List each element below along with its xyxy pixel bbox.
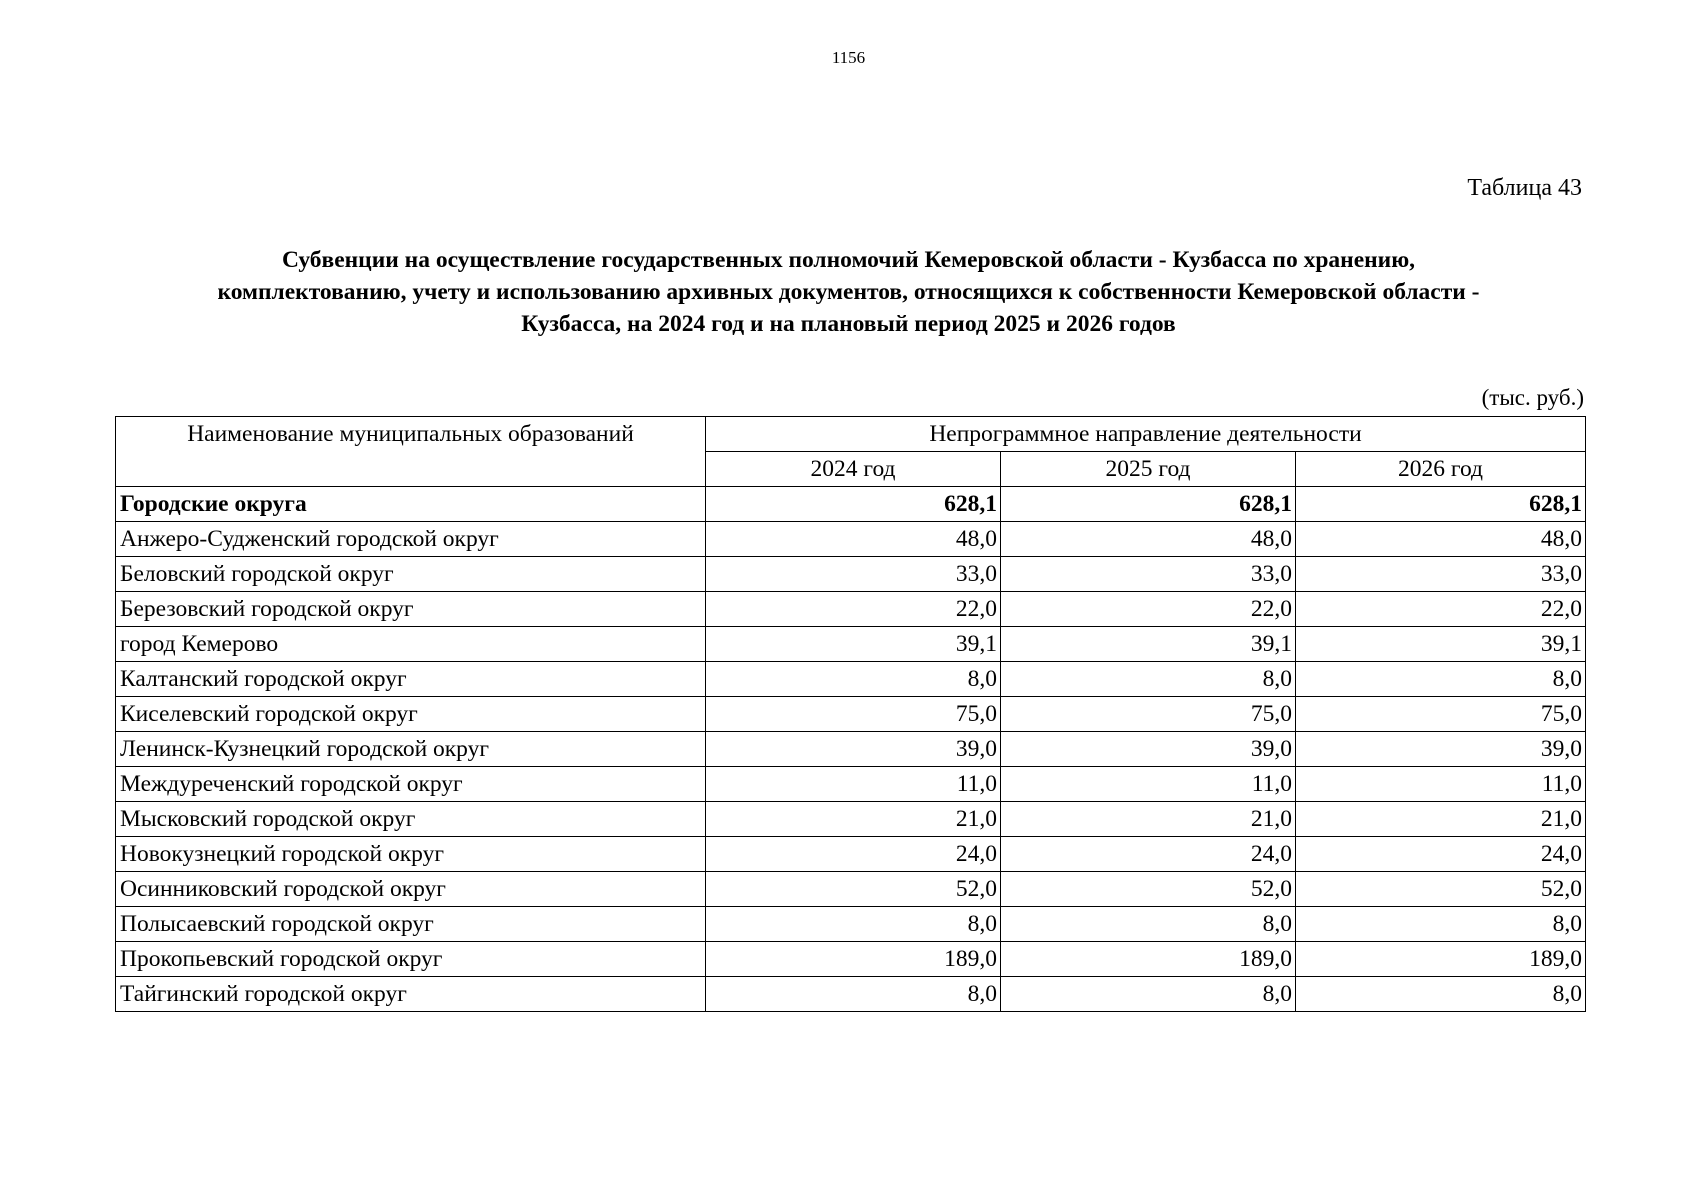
value-cell-year-2025: 39,1 [1001, 627, 1296, 662]
table-row [116, 907, 1586, 942]
table-row [116, 522, 1586, 557]
value-cell-year-2026: 189,0 [1296, 942, 1586, 977]
value-cell-year-2025: 8,0 [1001, 977, 1296, 1012]
table-row [116, 662, 1586, 697]
table-row-total [116, 487, 1586, 522]
table-row [116, 767, 1586, 802]
table-row [116, 557, 1586, 592]
value-cell-year-2025: 48,0 [1001, 522, 1296, 557]
table-number: Таблица 43 [1467, 175, 1582, 201]
municipality-name: Городские округа [116, 487, 706, 522]
header-municipality-name: Наименование муниципальных образований [116, 417, 706, 487]
table-row [116, 627, 1586, 662]
value-cell-year-2024: 189,0 [706, 942, 1001, 977]
table-row [116, 872, 1586, 907]
value-cell-year-2024: 24,0 [706, 837, 1001, 872]
value-cell-year-2026: 8,0 [1296, 662, 1586, 697]
header-row [116, 417, 1586, 452]
value-cell-year-2025: 21,0 [1001, 802, 1296, 837]
table-row [116, 977, 1586, 1012]
value-cell-year-2025: 628,1 [1001, 487, 1296, 522]
table-row [116, 732, 1586, 767]
value-cell-year-2025: 189,0 [1001, 942, 1296, 977]
table-header [116, 417, 1586, 487]
value-cell-year-2024: 8,0 [706, 662, 1001, 697]
subventions-table [115, 416, 1586, 1012]
municipality-name: Новокузнецкий городской округ [116, 837, 706, 872]
header-activity-direction: Непрограммное направление деятельности [706, 417, 1586, 452]
title-line: Кузбасса, на 2024 год и на плановый период 2025 и 2026 годов [521, 311, 1176, 337]
units-note: (тыс. руб.) [1481, 385, 1584, 410]
table-row [116, 592, 1586, 627]
value-cell-year-2025: 75,0 [1001, 697, 1296, 732]
value-cell-year-2024: 52,0 [706, 872, 1001, 907]
value-cell-year-2024: 21,0 [706, 802, 1001, 837]
municipality-name: Калтанский городской округ [116, 662, 706, 697]
value-cell-year-2024: 22,0 [706, 592, 1001, 627]
value-cell-year-2026: 24,0 [1296, 837, 1586, 872]
municipality-name: Березовский городской округ [116, 592, 706, 627]
value-cell-year-2025: 11,0 [1001, 767, 1296, 802]
value-cell-year-2024: 8,0 [706, 907, 1001, 942]
value-cell-year-2024: 8,0 [706, 977, 1001, 1012]
value-cell-year-2026: 8,0 [1296, 977, 1586, 1012]
table-row [116, 942, 1586, 977]
value-cell-year-2024: 48,0 [706, 522, 1001, 557]
municipality-name: Осинниковский городской округ [116, 872, 706, 907]
value-cell-year-2026: 48,0 [1296, 522, 1586, 557]
value-cell-year-2025: 8,0 [1001, 662, 1296, 697]
municipality-name: Анжеро-Судженский городской округ [116, 522, 706, 557]
header-year-2024: 2024 год [706, 452, 1001, 487]
title-line: Субвенции на осуществление государственных полномочий Кемеровской области - Кузбасса по хранению, [281, 247, 1416, 273]
municipality-name: Беловский городской округ [116, 557, 706, 592]
municipality-name: Ленинск-Кузнецкий городской округ [116, 732, 706, 767]
page-number: 1156 [831, 48, 866, 67]
value-cell-year-2024: 33,0 [706, 557, 1001, 592]
municipality-name: город Кемерово [116, 627, 706, 662]
value-cell-year-2025: 8,0 [1001, 907, 1296, 942]
value-cell-year-2026: 22,0 [1296, 592, 1586, 627]
municipality-name: Прокопьевский городской округ [116, 942, 706, 977]
document-title [120, 244, 1577, 340]
municipality-name: Междуреченский городской округ [116, 767, 706, 802]
value-cell-year-2024: 11,0 [706, 767, 1001, 802]
table-body [116, 487, 1586, 1012]
header-year-2026: 2026 год [1296, 452, 1586, 487]
table-row [116, 697, 1586, 732]
municipality-name: Тайгинский городской округ [116, 977, 706, 1012]
value-cell-year-2024: 75,0 [706, 697, 1001, 732]
table-row [116, 802, 1586, 837]
value-cell-year-2026: 52,0 [1296, 872, 1586, 907]
value-cell-year-2026: 75,0 [1296, 697, 1586, 732]
value-cell-year-2025: 52,0 [1001, 872, 1296, 907]
value-cell-year-2026: 33,0 [1296, 557, 1586, 592]
value-cell-year-2026: 628,1 [1296, 487, 1586, 522]
value-cell-year-2025: 39,0 [1001, 732, 1296, 767]
table-row [116, 837, 1586, 872]
title-line: комплектованию, учету и использованию архивных документов, относящихся к собственности Кемеровской области - [217, 279, 1480, 305]
value-cell-year-2026: 11,0 [1296, 767, 1586, 802]
value-cell-year-2026: 21,0 [1296, 802, 1586, 837]
value-cell-year-2024: 39,0 [706, 732, 1001, 767]
municipality-name: Мысковский городской округ [116, 802, 706, 837]
municipality-name: Полысаевский городской округ [116, 907, 706, 942]
value-cell-year-2025: 24,0 [1001, 837, 1296, 872]
value-cell-year-2024: 628,1 [706, 487, 1001, 522]
value-cell-year-2026: 39,1 [1296, 627, 1586, 662]
value-cell-year-2025: 22,0 [1001, 592, 1296, 627]
value-cell-year-2024: 39,1 [706, 627, 1001, 662]
value-cell-year-2025: 33,0 [1001, 557, 1296, 592]
header-year-2025: 2025 год [1001, 452, 1296, 487]
value-cell-year-2026: 39,0 [1296, 732, 1586, 767]
value-cell-year-2026: 8,0 [1296, 907, 1586, 942]
municipality-name: Киселевский городской округ [116, 697, 706, 732]
